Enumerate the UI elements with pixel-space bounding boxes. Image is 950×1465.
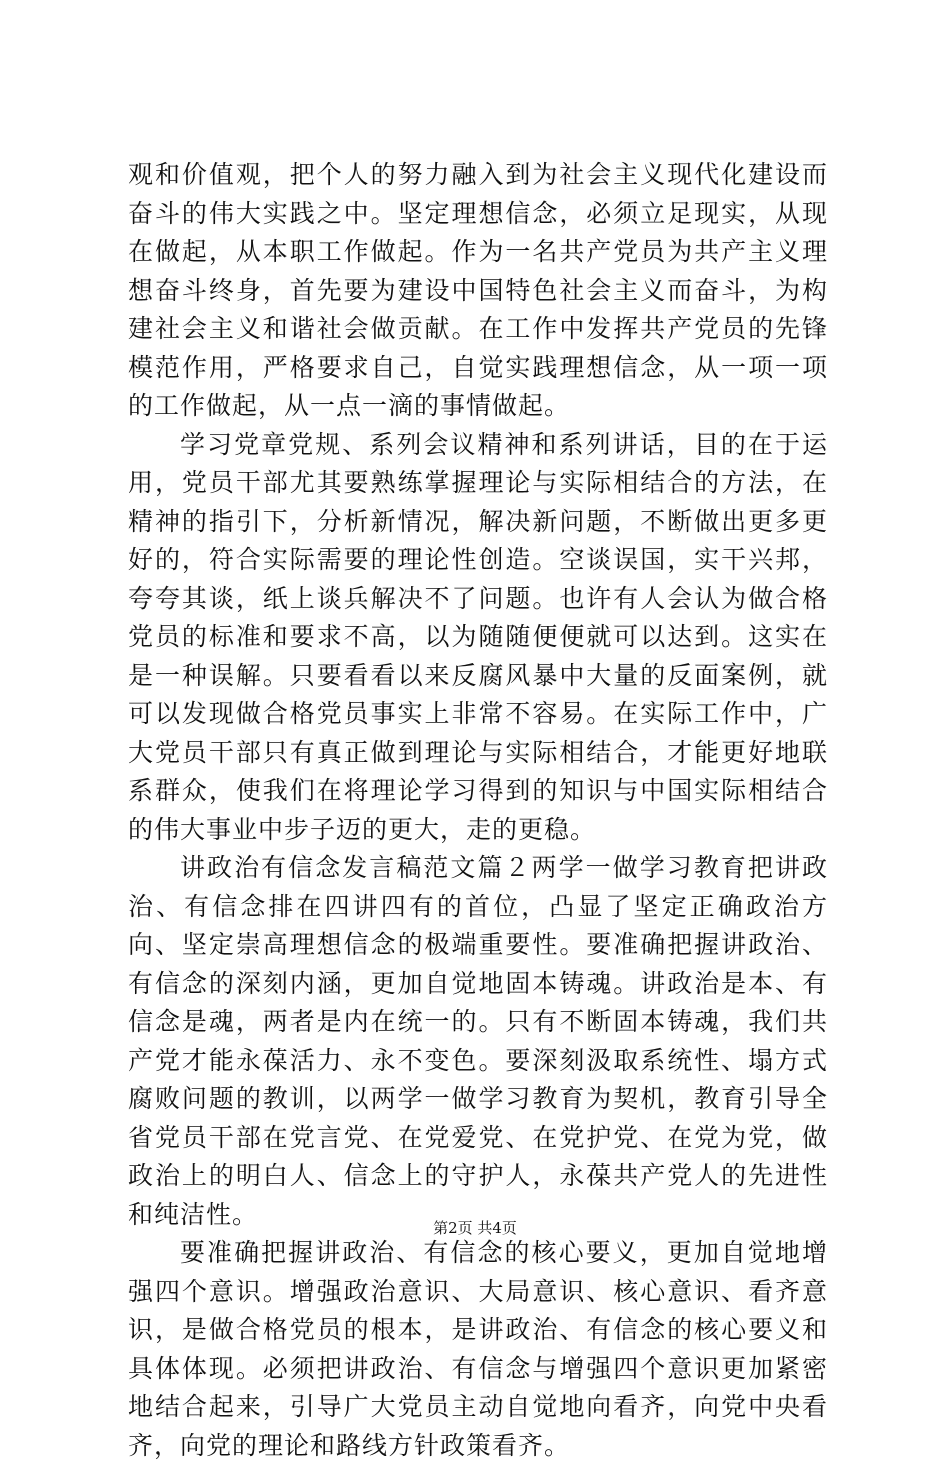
page-number-footer: 第2页 共4页 [433,1219,517,1237]
paragraph-continuation: 观和价值观，把个人的努力融入到为社会主义现代化建设而奋斗的伟大实践之中。坚定理想信念，必须立足现实，从现在做起，从本职工作做起。作为一名共产党员为共产主义理想奋斗终身，首先要为建设中国特色社会主义而奋斗，为构建社会主义和谐社会做贡献。在工作中发挥共产党员的先锋模范作用，严格要求自己，自觉实践理想信念，从一项一项的工作做起，从一点一滴的事情做起。 [128,160,828,420]
document-body [128,156,828,1465]
paragraph: 要准确把握讲政治、有信念的核心要义，更加自觉地增强四个意识。增强政治意识、大局意识、核心意识、看齐意识，是做合格党员的根本，是讲政治、有信念的核心要义和具体体现。必须把讲政治、有信念与增强四个意识更加紧密地结合起来，引导广大党员主动自觉地向看齐，向党中央看齐，向党的理论和路线方针政策看齐。 [128,1238,828,1460]
paragraph: 讲政治有信念发言稿范文篇２两学一做学习教育把讲政治、有信念排在四讲四有的首位，凸显了坚定正确政治方向、坚定崇高理想信念的极端重要性。要准确把握讲政治、有信念的深刻内涵，更加自觉地固本铸魂。讲政治是本、有信念是魂，两者是内在统一的。只有不断固本铸魂，我们共产党才能永葆活力、永不变色。要深刻汲取系统性、塌方式腐败问题的教训，以两学一做学习教育为契机，教育引导全省党员干部在党言党、在党爱党、在党护党、在党为党，做政治上的明白人、信念上的守护人，永葆共产党人的先进性和纯洁性。 [128,853,828,1229]
paragraph: 学习党章党规、系列会议精神和系列讲话，目的在于运用，党员干部尤其要熟练掌握理论与实际相结合的方法，在精神的指引下，分析新情况，解决新问题，不断做出更多更好的，符合实际需要的理论性创造。空谈误国，实干兴邦，夸夸其谈，纸上谈兵解决不了问题。也许有人会认为做合格党员的标准和要求不高，以为随随便便就可以达到。这实在是一种误解。只要看看以来反腐风暴中大量的反面案例，就可以发现做合格党员事实上非常不容易。在实际工作中，广大党员干部只有真正做到理论与实际相结合，才能更好地联系群众，使我们在将理论学习得到的知识与中国实际相结合的伟大事业中步子迈的更大，走的更稳。 [128,429,828,844]
